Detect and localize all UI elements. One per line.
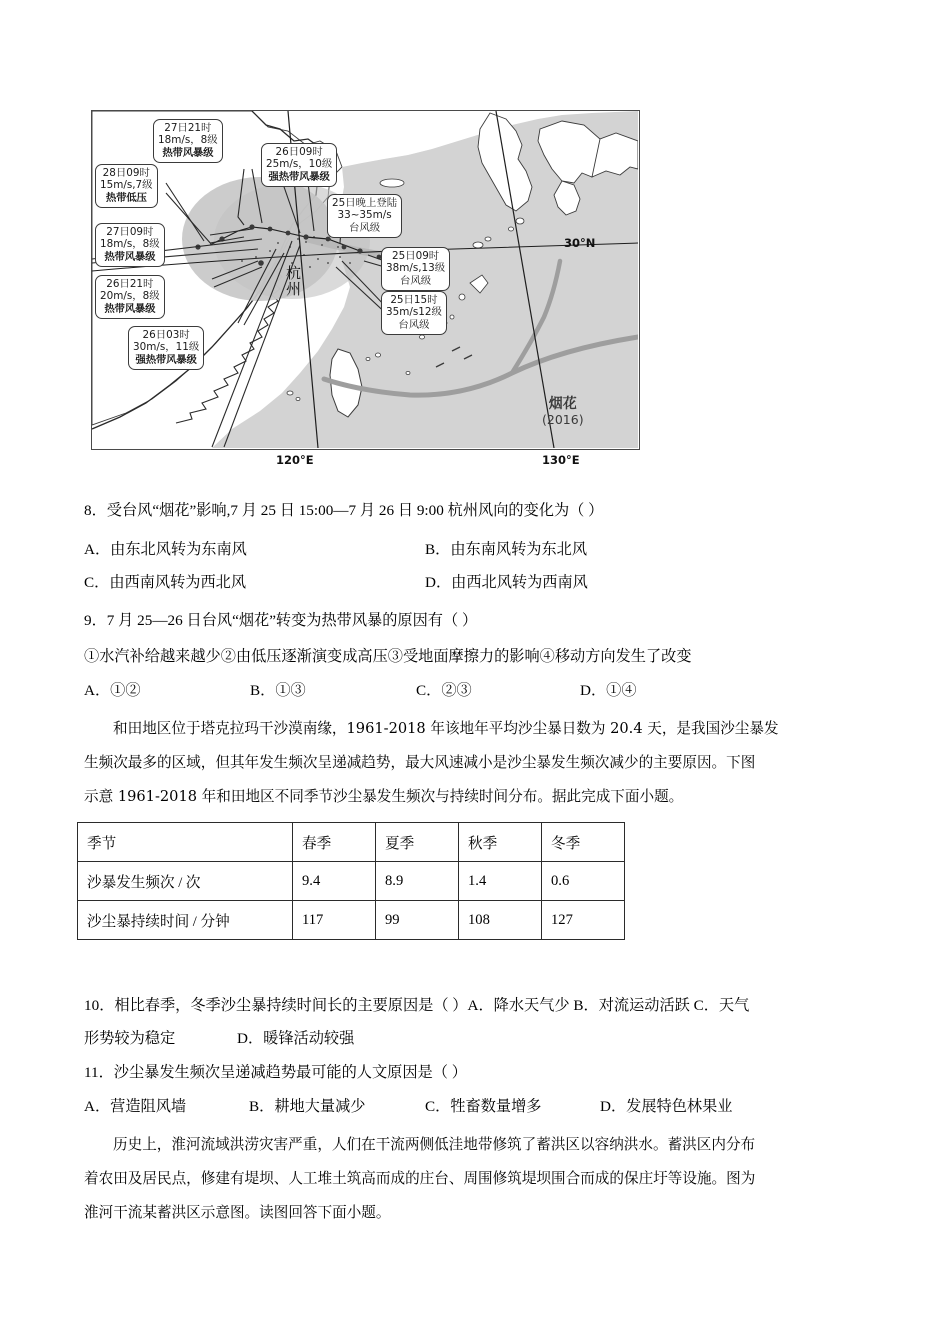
question-9-option-c[interactable]: C．②③ [416, 682, 472, 699]
table-header-season: 季节 [78, 823, 293, 862]
callout-line: 25日09时 [391, 250, 440, 262]
map-callout-26d09h [261, 143, 337, 187]
callout-line: 26日09时 [275, 146, 323, 158]
longitude-label-130e: 130°E [542, 453, 580, 467]
city-label-hangzhou [285, 265, 302, 297]
table-header-spring: 春季 [293, 823, 376, 862]
table-header-winter: 冬季 [542, 823, 625, 862]
callout-line: 26日03时 [142, 329, 190, 341]
storm-name-label [542, 397, 584, 427]
question-9-option-d[interactable]: D．①④ [580, 682, 637, 699]
table-cell-frequency-autumn: 1.4 [459, 862, 542, 901]
question-8-option-c[interactable]: C．由西南风转为西北风 [84, 574, 247, 591]
question-9-option-b[interactable]: B．①③ [250, 682, 306, 699]
callout-line: 25m/s，10级 [266, 158, 333, 171]
callout-line: 热带低压 [105, 191, 147, 204]
map-callout-25d-landfall [327, 194, 402, 238]
question-10-stem: 10．相比春季，冬季沙尘暴持续时间长的主要原因是（ ）A．降水天气少 B．对流运动活跃 C．天气 [84, 997, 750, 1014]
map-frame [91, 110, 640, 450]
question-8-option-a[interactable]: A．由东北风转为东南风 [84, 541, 247, 558]
table-cell-duration-summer: 99 [376, 901, 459, 940]
huaihe-passage-line-1: 历史上，淮河流域洪涝灾害严重，人们在干流两侧低洼地带修筑了蓄洪区以容纳洪水。蓄洪区内分布 [113, 1136, 756, 1153]
latitude-label-30n: 30°N [564, 236, 596, 250]
map-callout-26d03h [128, 326, 204, 370]
question-11-option-d[interactable]: D．发展特色林果业 [600, 1098, 733, 1115]
callout-line: 38m/s,13级 [386, 262, 446, 275]
question-8-option-d[interactable]: D．由西北风转为西南风 [425, 574, 588, 591]
callout-line: 热带风暴级 [162, 146, 214, 159]
table-row [78, 901, 625, 940]
table-cell-duration-winter: 127 [542, 901, 625, 940]
callout-line: 30m/s，11级 [133, 341, 200, 354]
map-callout-25d09h [381, 247, 450, 291]
map-callout-25d15h [381, 291, 447, 335]
callout-line: 20m/s，8级 [100, 290, 160, 303]
callout-line: 热带风暴级 [104, 302, 156, 315]
huaihe-passage-line-2: 着农田及居民点，修建有堤坝、人工堆土筑高而成的庄台、周围修筑堤坝围合而成的保庄圩等设施。图为 [84, 1170, 756, 1187]
question-11-option-c[interactable]: C．牲畜数量增多 [425, 1098, 542, 1115]
hetian-passage-line-2: 生频次最多的区域，但其年发生频次呈递减趋势，最大风速减小是沙尘暴发生频次减少的主要原因。下图 [84, 754, 756, 771]
question-11-option-b[interactable]: B．耕地大量减少 [249, 1098, 366, 1115]
callout-line: 台风级 [400, 274, 432, 287]
map-callout-27d21h [153, 119, 223, 163]
callout-line: 台风级 [349, 221, 381, 234]
storm-name-text: 烟花 [548, 396, 577, 412]
map-callout-28d09h [95, 164, 158, 208]
sandstorm-data-table [77, 822, 625, 940]
callout-line: 33~35m/s [337, 209, 392, 222]
huaihe-passage-line-3: 淮河干流某蓄洪区示意图。读图回答下面小题。 [84, 1204, 391, 1221]
callout-line: 25日15时 [390, 294, 438, 306]
table-header-row [78, 823, 625, 862]
question-10-continuation: 形势较为稳定 [84, 1030, 176, 1047]
table-cell-duration-spring: 117 [293, 901, 376, 940]
callout-line: 27日21时 [164, 122, 212, 134]
callout-line: 28日09时 [102, 167, 150, 179]
callout-line: 35m/s12级 [386, 306, 442, 319]
question-8-option-b[interactable]: B．由东南风转为东北风 [425, 541, 588, 558]
table-row-label-duration: 沙尘暴持续时间 / 分钟 [78, 901, 293, 940]
table-row-label-frequency: 沙暴发生频次 / 次 [78, 862, 293, 901]
callout-line: 15m/s,7级 [100, 179, 153, 192]
table-header-autumn: 秋季 [459, 823, 542, 862]
table-cell-frequency-winter: 0.6 [542, 862, 625, 901]
question-9-option-a[interactable]: A．①② [84, 682, 141, 699]
question-11-option-a[interactable]: A．营造阻风墙 [84, 1098, 187, 1115]
hetian-passage-line-1: 和田地区位于塔克拉玛干沙漠南缘，1961-2018 年该地年平均沙尘暴日数为 20.4 天，是我国沙尘暴发 [113, 720, 779, 737]
storm-year-text: (2016) [542, 412, 584, 427]
callout-line: 27日09时 [106, 226, 154, 238]
map-callout-26d21h [95, 275, 165, 319]
callout-line: 强热带风暴级 [268, 170, 330, 183]
city-label-text: 杭州 [285, 264, 301, 298]
question-10-option-d[interactable]: D．暖锋活动较强 [237, 1030, 355, 1047]
table-cell-frequency-summer: 8.9 [376, 862, 459, 901]
callout-line: 18m/s，8级 [158, 134, 218, 147]
hetian-passage-line-3: 示意 1961-2018 年和田地区不同季节沙尘暴发生频次与持续时间分布。据此完成下面小题。 [84, 788, 684, 805]
callout-line: 18m/s，8级 [100, 238, 160, 251]
table-header-summer: 夏季 [376, 823, 459, 862]
callout-line: 强热带风暴级 [135, 353, 197, 366]
question-9-stem: 9．7 月 25—26 日台风“烟花”转变为热带风暴的原因有（ ） [84, 612, 478, 629]
table-cell-duration-autumn: 108 [459, 901, 542, 940]
longitude-label-120e: 120°E [276, 453, 314, 467]
typhoon-track-figure [91, 110, 640, 467]
callout-line: 25日晚上登陆 [332, 197, 398, 209]
question-8-stem: 8．受台风“烟花”影响,7 月 25 日 15:00—7 月 26 日 9:00 杭州风向的变化为（ ） [84, 502, 604, 519]
question-9-statements: ①水汽补给越来越少②由低压逐渐演变成高压③受地面摩擦力的影响④移动方向发生了改变 [84, 648, 692, 665]
table-row [78, 862, 625, 901]
callout-line: 热带风暴级 [104, 250, 156, 263]
question-11-stem: 11．沙尘暴发生频次呈递减趋势最可能的人文原因是（ ） [84, 1064, 467, 1081]
table-cell-frequency-spring: 9.4 [293, 862, 376, 901]
callout-line: 台风级 [398, 318, 430, 331]
callout-line: 26日21时 [106, 278, 154, 290]
map-callout-27d09h [95, 223, 165, 267]
